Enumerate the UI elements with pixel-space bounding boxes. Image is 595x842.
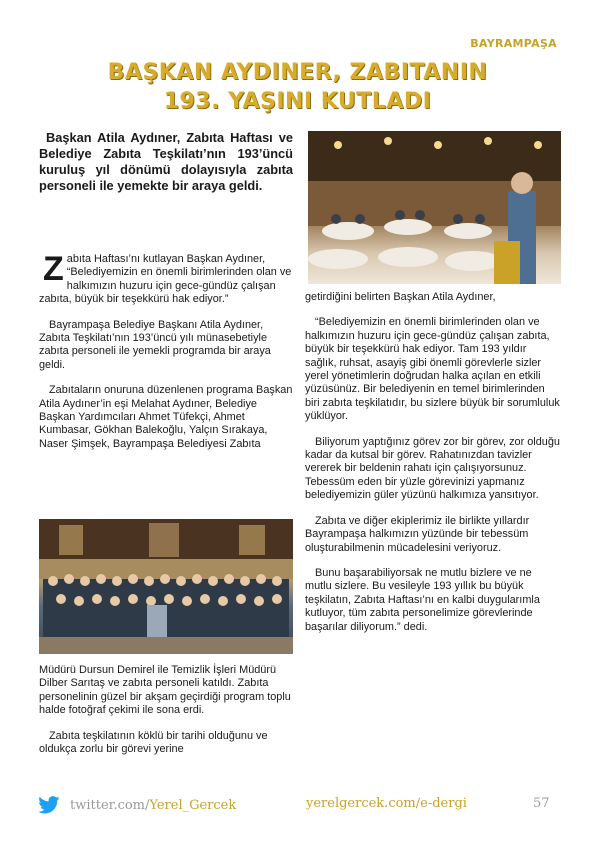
footer-twitter[interactable] bbox=[38, 794, 236, 816]
paragraph-4: Müdürü Dursun Demirel ile Temizlik İşleri Müdürü Dilber Sarıtaş ve zabıta personeli katıldı. Zabıta personelinin güzel bir akşam geçirdiği program toplu halde fotoğraf çekimi ile sona erdi. bbox=[39, 664, 291, 717]
twitter-handle: Yerel_Gercek bbox=[149, 797, 237, 813]
headline-line-2: 193. YAŞINI KUTLADI bbox=[163, 89, 432, 114]
twitter-bird-icon bbox=[38, 796, 60, 814]
event-photo bbox=[308, 131, 561, 284]
paragraph-1 bbox=[39, 250, 293, 307]
footer-site-link[interactable]: yerelgercek.com/e-dergi bbox=[306, 796, 467, 811]
group-photo bbox=[39, 519, 293, 654]
paragraph-1-text: abıta Haftası’nı kutlayan Başkan Aydıner, “Belediyemizin en önemli birimlerinden olan ve halkımızın huzuru için gece-gündüz çalışan zabıta, büyük bir teşekkürü hak ediyor.” bbox=[39, 253, 292, 306]
paragraph-8: Biliyorum yaptığınız görev zor bir görev, zor olduğu kadar da kutsal bir görev. Rahatınızdan tavizler vererek bir beldenin rahatı için çalışıyorsunuz. Tebessüm eden bir yüzle görevinizi yapmanız belediyemizin güler yüzünü halkımıza yansıtıyor. bbox=[305, 435, 560, 502]
paragraph-10: Bunu başarabiliyorsak ne mutlu bizlere ve ne mutlu sizlere. Bu vesileyle 193 yıllık bu büyük teşkilatın, Zabıta Haftası’nı en kalbi duygularımla kutluyor, tüm zabıta personelimize görevlerinde başarılar diliyorum.” dedi. bbox=[305, 566, 540, 633]
left-column-bottom bbox=[39, 664, 293, 768]
article-headline bbox=[40, 58, 555, 116]
drop-cap: Z bbox=[43, 250, 64, 288]
paragraph-7: “Belediyemizin en önemli birimlerinden olan ve halkımızın huzuru için gece-gündüz çalışan zabıta, büyük bir teşekkürü hak ediyor. Tam 193 yıldır sağlık, ruhsat, asayiş gibi önemli görevlerle sizler yerel yönetimlerin doğrudan halka açılan en etkili yüzüsünüz. Bir belediyenin en temel birimlerinden biri zabıta teşkilatıdır, bu sizlere büyük bir sorumluluk yüklüyor. bbox=[305, 316, 560, 423]
twitter-prefix: twitter.com/ bbox=[70, 797, 150, 813]
magazine-brand: BAYRAMPAŞA bbox=[470, 37, 557, 50]
paragraph-6: getirdiğini belirten Başkan Atila Aydıner, bbox=[305, 291, 496, 303]
right-column bbox=[305, 291, 560, 646]
paragraph-9: Zabıta ve diğer ekiplerimiz ile birlikte yıllardır Bayrampaşa halkımızın yüzünde bir tebessüm oluşturabilmenin mücadelesini veriyoruz. bbox=[305, 514, 530, 554]
page-number: 57 bbox=[533, 796, 550, 811]
group-photo-image bbox=[39, 519, 293, 654]
paragraph-3: Zabıtaların onuruna düzenlenen programa Başkan Atila Aydıner’in eşi Melahat Aydıner, Belediye Başkan Yardımcıları Ahmet Tüfekçi, Ahmet Kumbasar, Gökhan Balekoğlu, Yalçın Sırakaya, Naser Şimşek, Bayrampaşa Belediyesi Zabıta bbox=[39, 384, 293, 450]
headline-line-1: BAŞKAN AYDINER, ZABITANIN bbox=[107, 60, 488, 85]
twitter-link[interactable] bbox=[70, 798, 236, 813]
article-lead: Başkan Atila Aydıner, Zabıta Haftası ve Belediye Zabıta Teşkilatı’nın 193’üncü kuruluş yıl dönümü dolayısıyla zabıta personeli ile yemekte bir araya geldi. bbox=[39, 130, 293, 193]
event-photo-image bbox=[308, 131, 561, 284]
paragraph-5: Zabıta teşkilatının köklü bir tarihi olduğunu ve oldukça zorlu bir görevi yerine bbox=[39, 729, 268, 756]
left-column-top bbox=[39, 250, 293, 463]
paragraph-2: Bayrampaşa Belediye Başkanı Atila Aydıner, Zabıta Teşkilatı’nın 193’üncü yılı münasebetiyle zabıta personeli ile yemekli programda bir araya geldi. bbox=[39, 318, 271, 371]
